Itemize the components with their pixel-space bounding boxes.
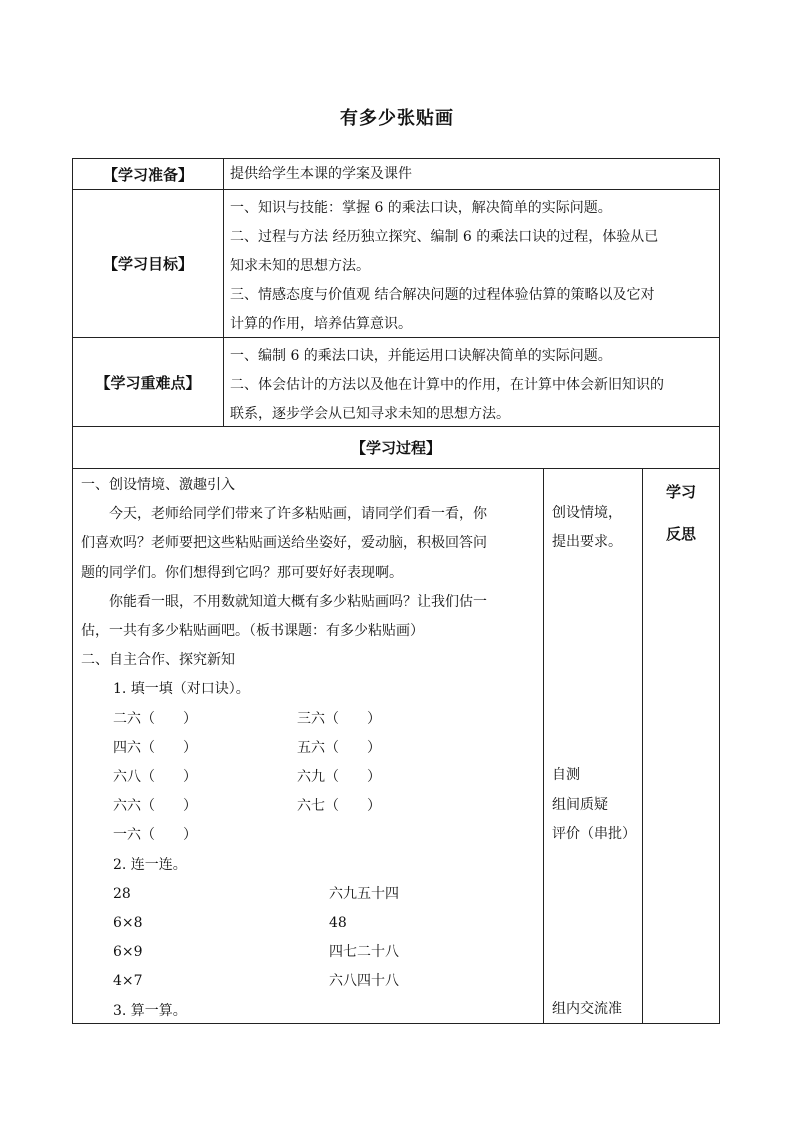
row-keypoints bbox=[73, 337, 719, 426]
process-heading: 【学习过程】 bbox=[350, 439, 441, 457]
row-process-heading bbox=[73, 426, 719, 468]
fill-row: 六六（ ） 六七（ ） bbox=[113, 798, 381, 815]
fill-row: 六八（ ） 六九（ ） bbox=[113, 769, 381, 786]
fill-row: 四六（ ） 五六（ ） bbox=[113, 739, 381, 756]
process-content: 一、创设情境、激趣引入 今天，老师给同学们带来了许多粘贴画，请同学们看一看，你 们喜欢吗？老师要把这些粘贴画送给坐姿好，爱动脑，积极回答问 题的同学们。你们想得到它吗？那可要好好表现啊。 你能看一眼，不用数就知道大概有多少粘贴画吗？让我们估一 估，一共有多少粘贴画吧。（板书课题：有多少粘贴画） 二、自主合作、探究新知 1. 填一填（对口诀）。 二六（ ） 三六（ ） 四六（ ） 五六（ ） 六八（ ） 六九（ ） 六六（ ） 六七（ ） 一六（ ） 2. 连一连。 28 六九五十四 6×8 48 6×9 四七二十八 4×7 六八四十八 3. 算一算。 bbox=[73, 469, 543, 1023]
reflection-column: 学习 反思 bbox=[665, 483, 696, 543]
connect-row: 4×7 六八四十八 bbox=[113, 973, 399, 990]
content-keypoints: 一、编制 6 的乘法口诀，并能运用口诀解决简单的实际问题。 二、体会估计的方法以及他在计算中的作用，在计算中体会新旧知识的 联系，逐步学会从已知寻求未知的思想方法。 bbox=[230, 348, 664, 422]
fill-row: 一六（ ） bbox=[113, 827, 197, 844]
content-prep: 提供给学生本课的学案及课件 bbox=[230, 166, 412, 182]
label-prep: 【学习准备】 bbox=[102, 165, 193, 184]
content-goals: 一、知识与技能：掌握 6 的乘法口诀，解决简单的实际问题。 二、过程与方法 经历独立探究、编制 6 的乘法口诀的过程，体验从已 知求未知的思想方法。 三、情感态度与价值观 结合解决问题的过程体验估算的策略以及它对 计算的作用，培养估算意识。 bbox=[230, 200, 659, 332]
row-process-body bbox=[73, 468, 719, 1023]
fill-row: 二六（ ） 三六（ ） bbox=[113, 710, 381, 727]
row-prep bbox=[73, 159, 719, 189]
label-goals: 【学习目标】 bbox=[102, 255, 193, 273]
teacher-notes: 创设情境， 提出要求。 自测 组间质疑 评价（串批） 组内交流准 bbox=[552, 505, 636, 1018]
connect-row: 6×8 48 bbox=[113, 915, 347, 932]
label-keypoints: 【学习重难点】 bbox=[95, 373, 201, 392]
connect-row: 6×9 四七二十八 bbox=[113, 944, 399, 961]
row-goals bbox=[73, 189, 719, 337]
connect-row: 28 六九五十四 bbox=[113, 885, 399, 902]
lesson-table bbox=[72, 158, 720, 1024]
page-title: 有多少张贴画 bbox=[340, 108, 454, 129]
